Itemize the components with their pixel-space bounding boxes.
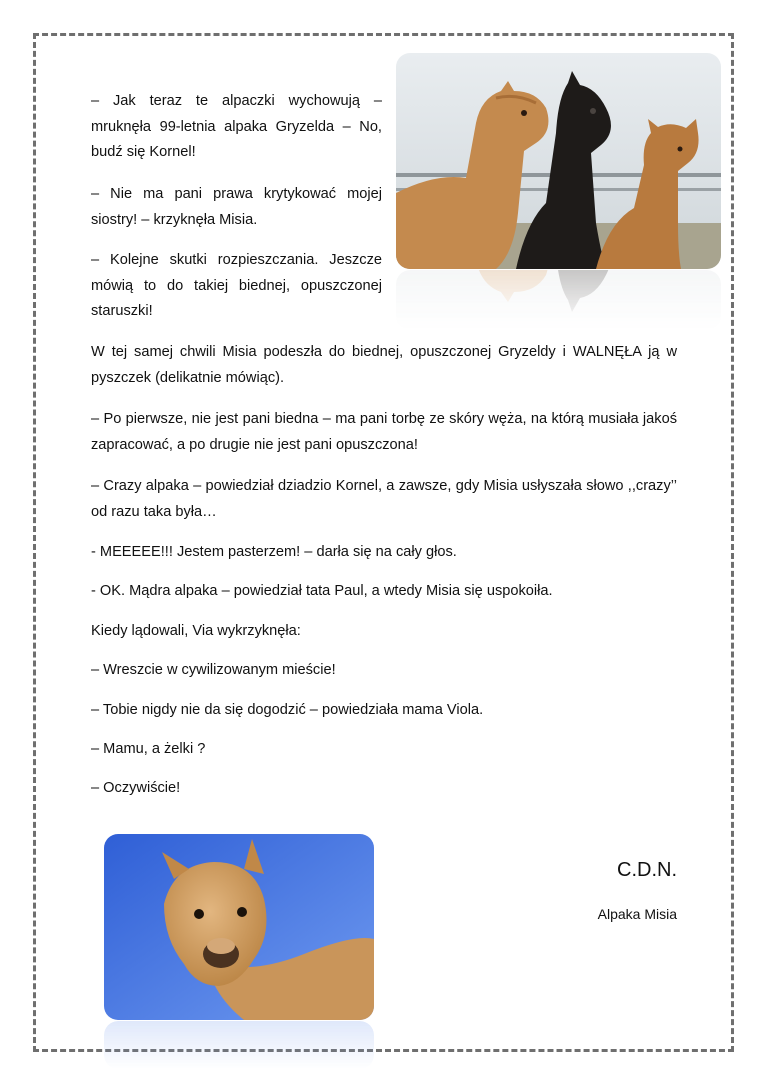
paragraph-13: – Oczywiście!: [91, 780, 181, 796]
three-alpacas-reflection: [396, 270, 721, 330]
paragraph-1: – Jak teraz te alpaczki wychowują – mruknęła 99-letnia alpaka Gryzelda – No, budź się Kornel!: [91, 93, 382, 160]
paragraph-12: – Mamu, a żelki ?: [91, 741, 206, 757]
paragraph-3: – Kolejne skutki rozpieszczania. Jeszcze mówią to do takiej biednej, opuszczonej staruszki!: [91, 252, 382, 319]
alpaca-against-sky-photo: [104, 834, 374, 1020]
paragraph-8: - OK. Mądra alpaka – powiedział tata Paul, a wtedy Misia się uspokoiła.: [91, 583, 553, 599]
alpaca-photo-reflection: [104, 1021, 374, 1069]
paragraph-9: Kiedy lądowali, Via wykrzyknęła:: [91, 623, 301, 639]
paragraph-6: – Crazy alpaka – powiedział dziadzio Kornel, a zawsze, gdy Misia usłyszała słowo ,,crazy’’ od razu taka była…: [91, 478, 677, 520]
paragraph-11: – Tobie nigdy nie da się dogodzić – powiedziała mama Viola.: [91, 702, 484, 718]
paragraph-10: – Wreszcie w cywilizowanym mieście!: [91, 662, 336, 678]
paragraph-2: – Nie ma pani prawa krytykować mojej siostry! – krzyknęła Misia.: [91, 186, 382, 228]
paragraph-4: W tej samej chwili Misia podeszła do biednej, opuszczonej Gryzeldy i WALNĘŁA ją w pyszczek (delikatnie mówiąc).: [91, 344, 677, 386]
three-alpacas-photo: [396, 53, 721, 269]
to-be-continued-label: C.D.N.: [617, 859, 677, 881]
paragraph-5: – Po pierwsze, nie jest pani biedna – ma pani torbę ze skóry węża, na którą musiała jakoś zapracować, a po drugie nie jest pani opuszczona!: [91, 411, 677, 453]
author-signature: Alpaka Misia: [597, 906, 677, 922]
paragraph-7: - MEEEEE!!! Jestem pasterzem! – darła się na cały głos.: [91, 544, 457, 560]
